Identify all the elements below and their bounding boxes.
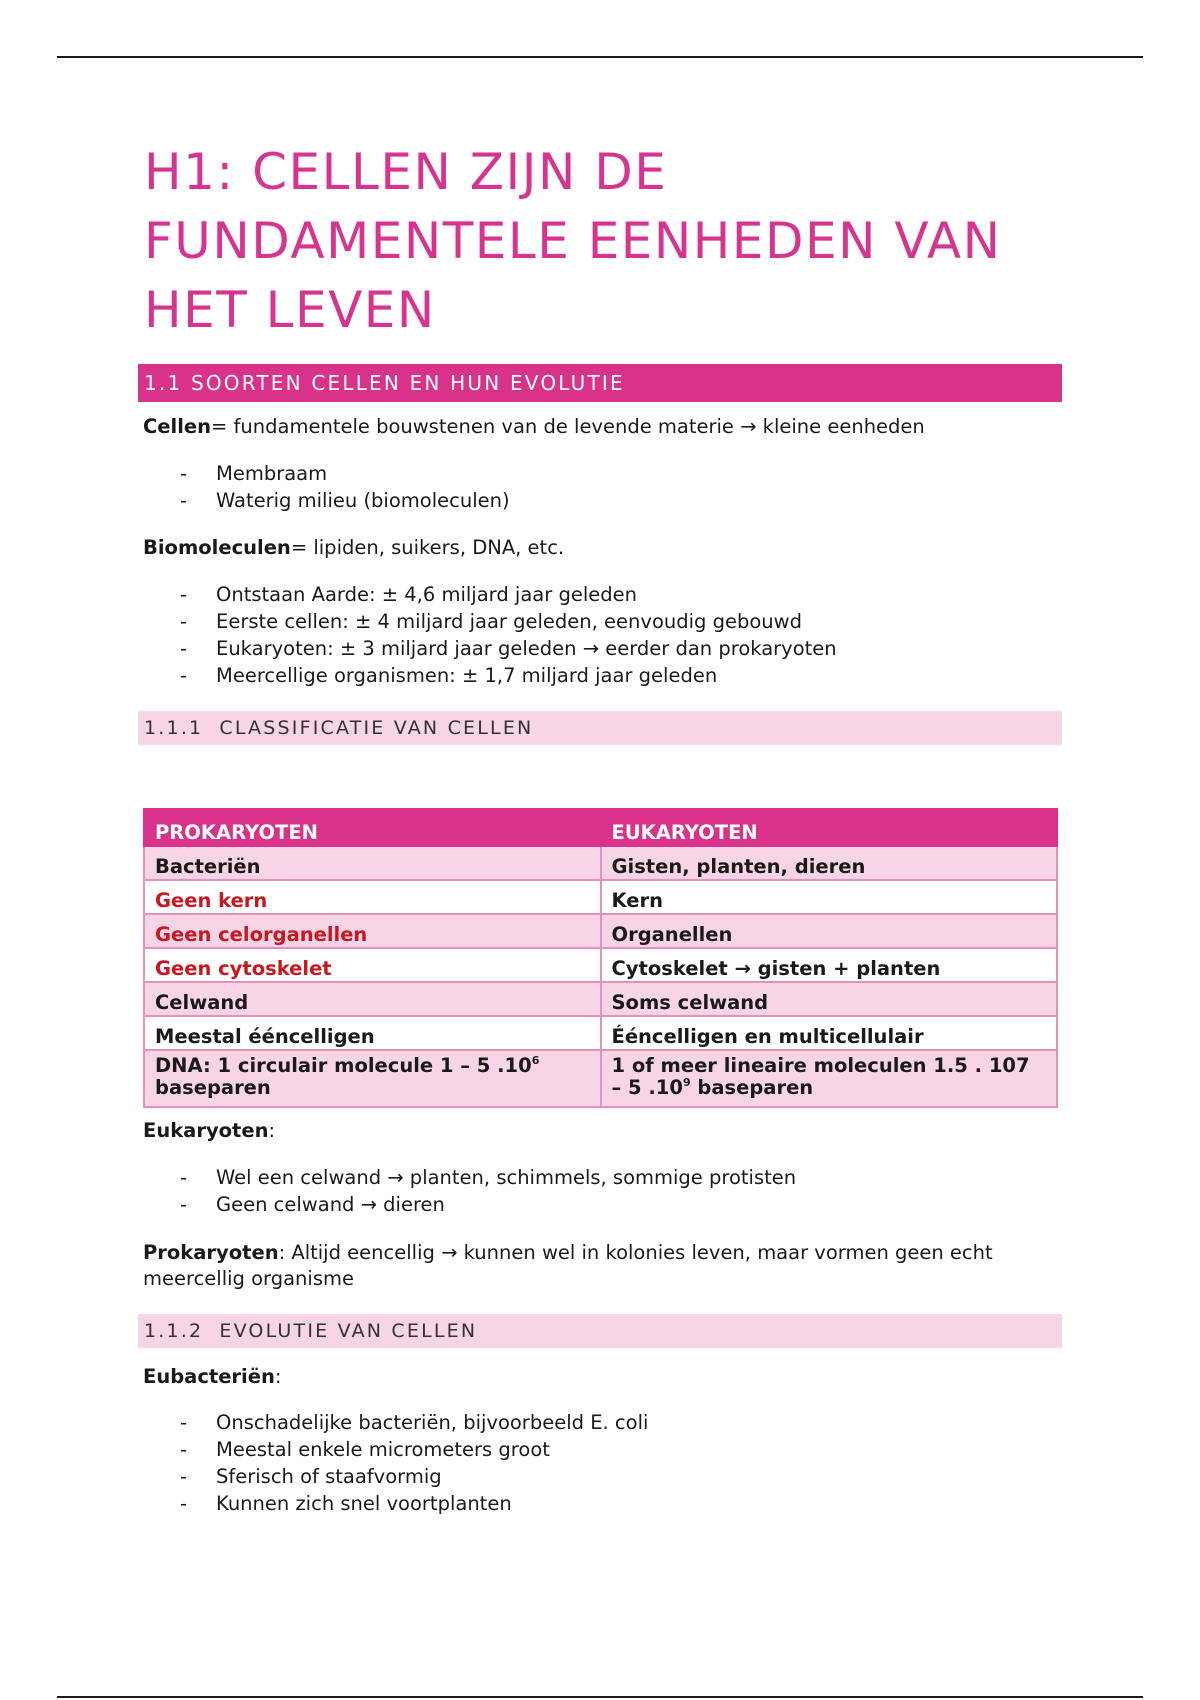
eubacterien-list [0,1409,1200,1517]
list-item [0,1191,1200,1218]
table-cell: Meestal ééncelligen [144,1016,601,1050]
list-dash: - [180,583,188,606]
section-heading-1-1-2 [138,1314,1062,1348]
bio-def: = lipiden, suikers, DNA, etc. [290,536,565,559]
dna-prok-text: DNA: 1 circulair molecule 1 – 5 .10 [155,1054,532,1077]
table-cell: Geen cytoskelet [144,948,601,982]
top-rule [57,56,1143,58]
section-heading-1-1-1 [138,711,1062,745]
list-item-text: Meestal enkele micrometers groot [216,1438,550,1461]
biomoleculen-definition [143,535,1073,561]
cellen-def: = fundamentele bouwstenen van de levende materie → kleine eenheden [211,415,925,438]
list-item [0,581,1200,608]
section-heading-1-1: 1.1 SOORTEN CELLEN EN HUN EVOLUTIE [138,364,1062,402]
list-dash: - [180,1166,188,1189]
list-dash: - [180,664,188,687]
table-cell: Kern [601,880,1058,914]
list-item-text: Eerste cellen: ± 4 miljard jaar geleden, eenvoudig gebouwd [216,610,802,633]
section-label: EVOLUTIE VAN CELLEN [219,1320,478,1342]
list-dash: - [180,1465,188,1488]
exponent: 6 [531,1054,540,1067]
eubac-colon: : [274,1365,282,1388]
list-item-text: Geen celwand → dieren [216,1193,445,1216]
table-row [144,1050,1057,1107]
table-row [144,880,1057,914]
list-item-text: Waterig milieu (biomoleculen) [216,489,510,512]
section-number: 1.1.2 [144,1320,204,1342]
bio-term: Biomoleculen [143,536,291,559]
table-row [144,846,1057,880]
table-cell: Celwand [144,982,601,1016]
table-cell: Gisten, planten, dieren [601,846,1058,880]
list-item-text: Kunnen zich snel voortplanten [216,1492,512,1515]
prok-term: Prokaryoten [143,1241,279,1264]
cellen-list [0,460,1200,514]
prok-def: : Altijd eencellig → kunnen wel in kolonies leven, maar vormen geen echt meercellig organisme [143,1241,993,1290]
list-item [0,1463,1200,1490]
table-header-row [144,809,1057,846]
table-cell: Bacteriën [144,846,601,880]
eukaryoten-list [0,1164,1200,1218]
list-item-text: Onschadelijke bacteriën, bijvoorbeeld E. coli [216,1411,649,1434]
euk-colon: : [268,1119,276,1142]
dna-euk-text: 1 of meer lineaire moleculen 1.5 . 107 [611,1054,1030,1077]
cellen-term: Cellen [143,415,212,438]
list-dash: - [180,489,188,512]
table-row [144,982,1057,1016]
table-header-prokaryoten: PROKARYOTEN [144,809,601,846]
table-cell: Geen kern [144,880,601,914]
list-item [0,635,1200,662]
list-item [0,1409,1200,1436]
list-item-text: Meercellige organismen: ± 1,7 miljard jaar geleden [216,664,718,687]
table-cell [144,1050,601,1107]
list-item [0,608,1200,635]
table-row [144,914,1057,948]
list-item [0,1164,1200,1191]
section-number: 1.1.1 [144,717,204,739]
list-dash: - [180,637,188,660]
list-dash: - [180,462,188,485]
exponent: 9 [682,1076,691,1089]
eubacterien-heading [143,1364,1073,1390]
list-dash: - [180,610,188,633]
table-header-eukaryoten: EUKARYOTEN [601,809,1058,846]
classification-table [143,808,1058,1108]
dna-euk-unit: baseparen [690,1076,814,1099]
timeline-list [0,581,1200,689]
euk-term: Eukaryoten [143,1119,269,1142]
list-item [0,460,1200,487]
list-item-text: Sferisch of staafvormig [216,1465,442,1488]
list-dash: - [180,1492,188,1515]
list-item [0,1490,1200,1517]
eubac-term: Eubacteriën [143,1365,275,1388]
section-label: CLASSIFICATIE VAN CELLEN [219,717,534,739]
list-item-text: Eukaryoten: ± 3 miljard jaar geleden → eerder dan prokaryoten [216,637,837,660]
table-cell: Soms celwand [601,982,1058,1016]
list-dash: - [180,1193,188,1216]
table-row [144,948,1057,982]
table-cell: Organellen [601,914,1058,948]
table-cell: Ééncelligen en multicellulair [601,1016,1058,1050]
table-cell: Geen celorganellen [144,914,601,948]
list-item [0,487,1200,514]
table-row [144,1016,1057,1050]
page-title: H1: CELLEN ZIJN DE FUNDAMENTELE EENHEDEN VAN HET LEVEN [144,143,1002,339]
bottom-rule [57,1696,1143,1698]
list-item-text: Wel een celwand → planten, schimmels, sommige protisten [216,1166,797,1189]
list-item [0,1436,1200,1463]
list-dash: - [180,1411,188,1434]
table-cell [601,1050,1058,1107]
dna-prok-unit: baseparen [155,1076,271,1099]
dna-euk-range: – 5 .10 [611,1076,683,1099]
list-item [0,662,1200,689]
list-dash: - [180,1438,188,1461]
list-item-text: Ontstaan Aarde: ± 4,6 miljard jaar geleden [216,583,637,606]
prokaryoten-definition [143,1240,1043,1292]
table-cell: Cytoskelet → gisten + planten [601,948,1058,982]
eukaryoten-heading [143,1118,1073,1144]
list-item-text: Membraam [216,462,328,485]
cellen-definition [143,414,1073,440]
